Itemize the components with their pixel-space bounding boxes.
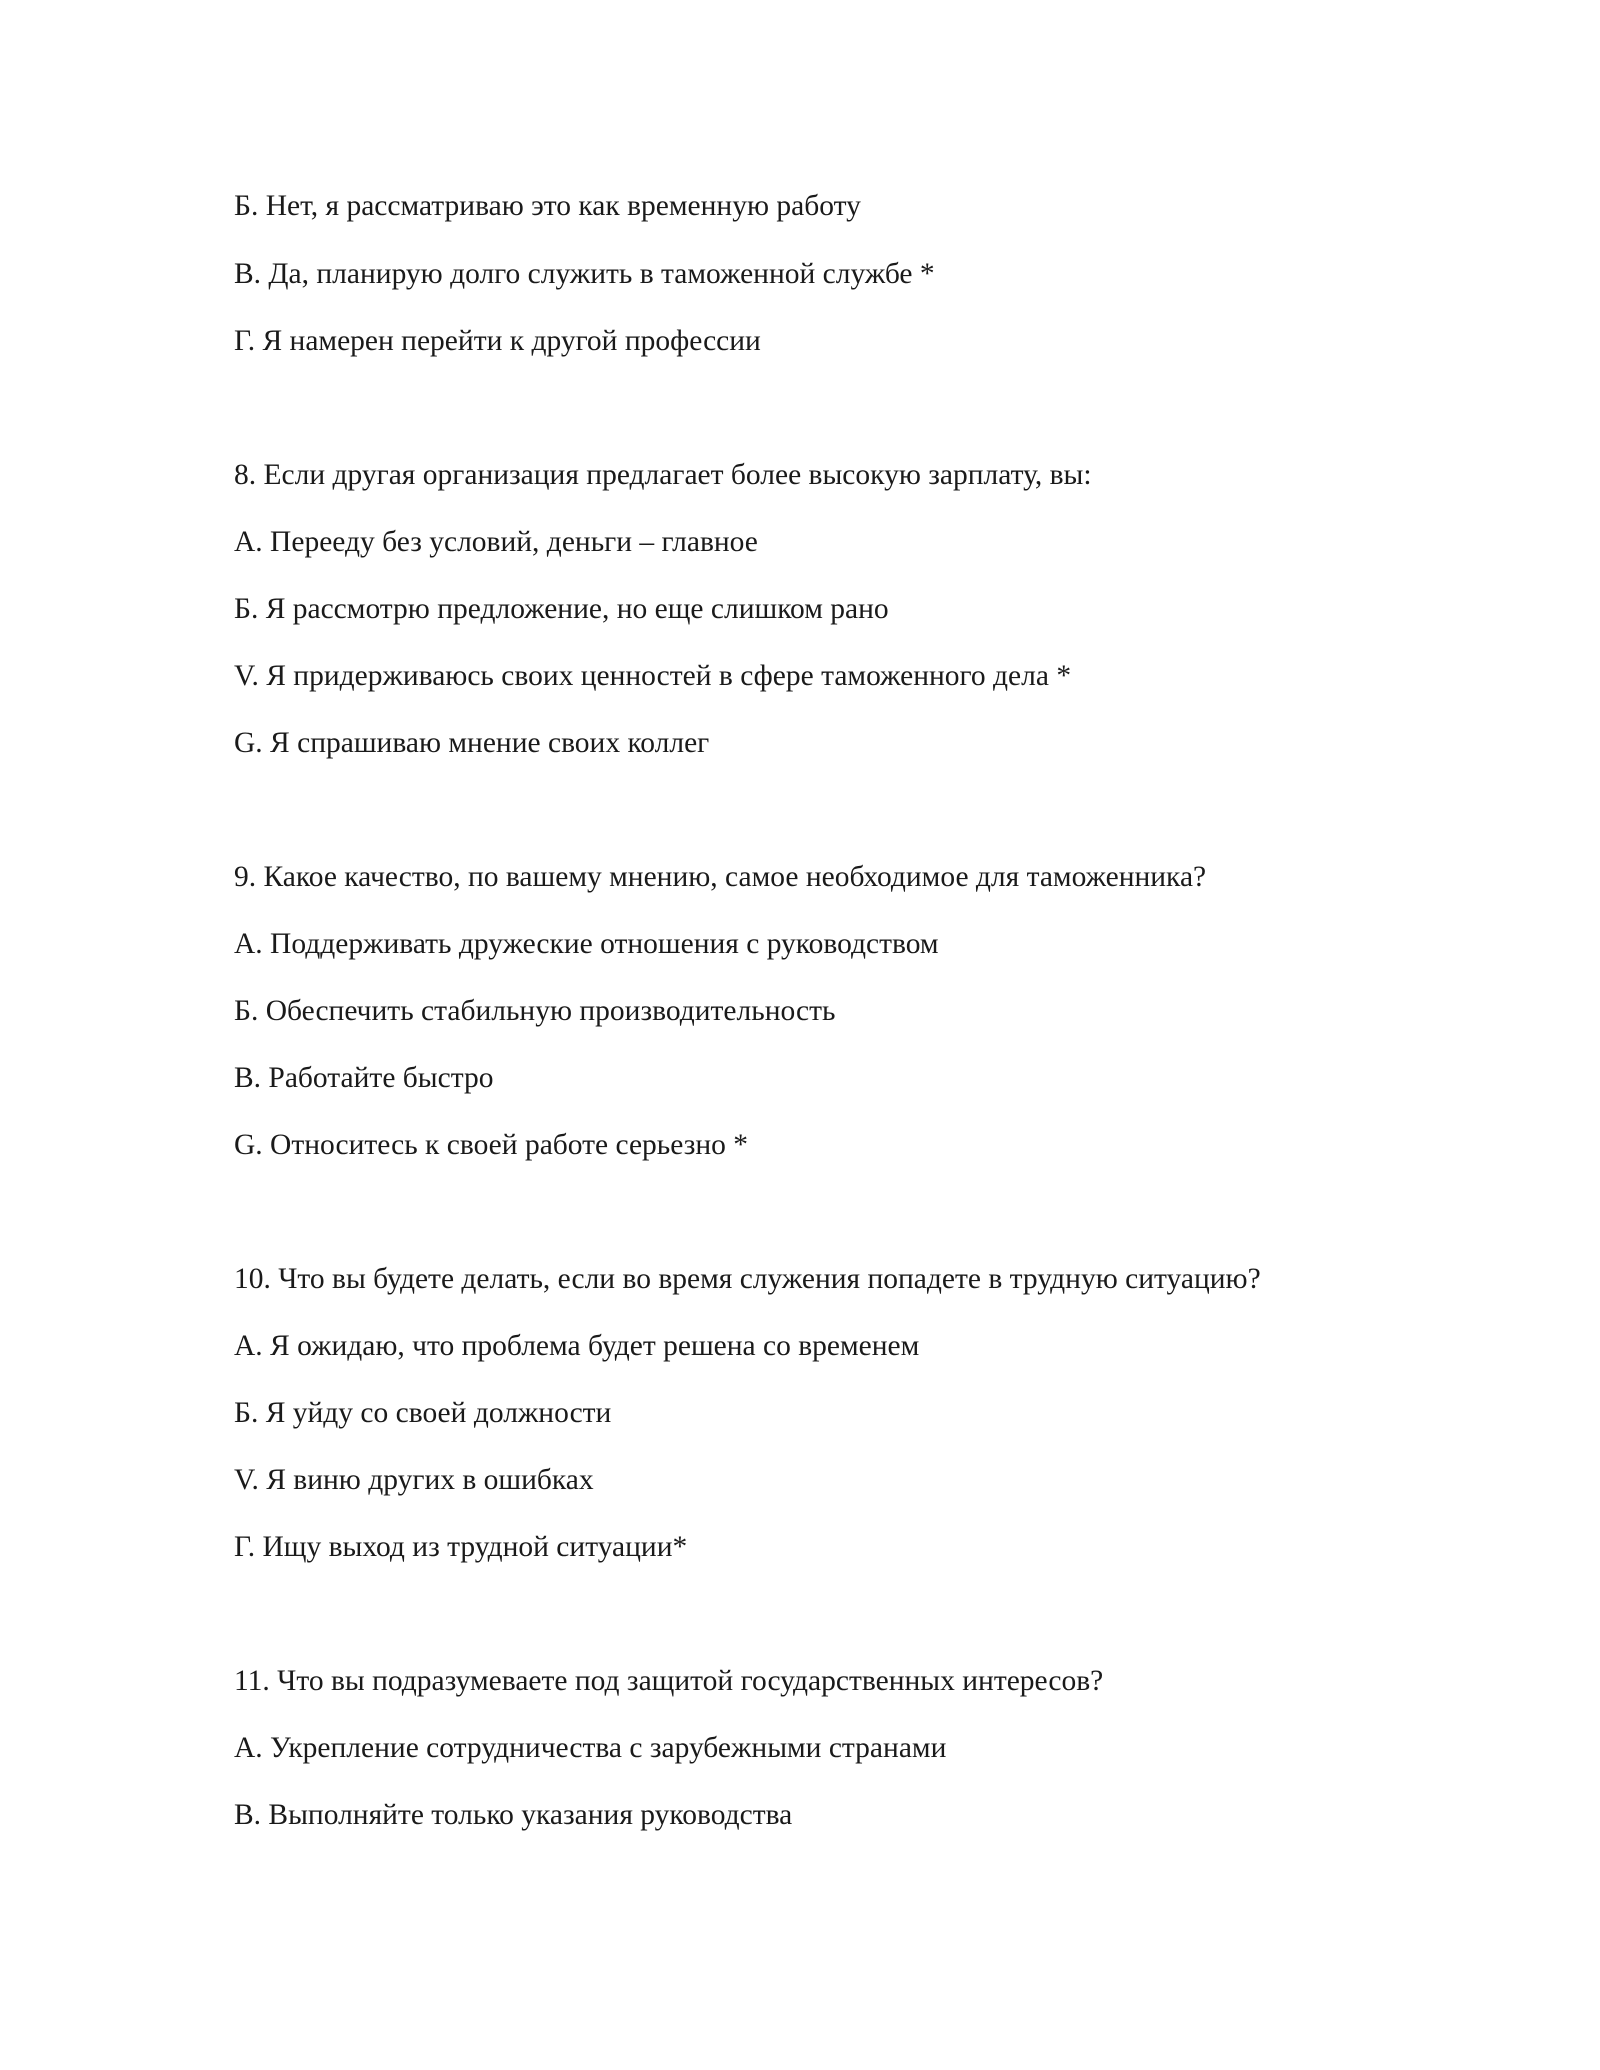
question-9: 9. Какое качество, по вашему мнению, самое необходимое для таможенника? <box>234 861 1207 893</box>
answer-option: А. Укрепление сотрудничества с зарубежными странами <box>234 1732 947 1764</box>
answer-option: V. Я виню других в ошибках <box>234 1464 594 1496</box>
question-10: 10. Что вы будете делать, если во время служения попадете в трудную ситуацию? <box>234 1263 1261 1295</box>
answer-option: Г. Я намерен перейти к другой профессии <box>234 325 761 357</box>
answer-option: Б. Я рассмотрю предложение, но еще слишком рано <box>234 593 889 625</box>
answer-option: Б. Обеспечить стабильную производительность <box>234 995 836 1027</box>
answer-option: А. Я ожидаю, что проблема будет решена со временем <box>234 1330 920 1362</box>
answer-option: А. Перееду без условий, деньги – главное <box>234 526 758 558</box>
question-8: 8. Если другая организация предлагает более высокую зарплату, вы: <box>234 459 1092 491</box>
answer-option: В. Да, планирую долго служить в таможенной службе * <box>234 258 935 290</box>
answer-option: В. Выполняйте только указания руководства <box>234 1799 793 1831</box>
answer-option: Б. Я уйду со своей должности <box>234 1397 612 1429</box>
answer-option: V. Я придерживаюсь своих ценностей в сфере таможенного дела * <box>234 660 1072 692</box>
answer-option: В. Работайте быстро <box>234 1062 494 1094</box>
answer-option: G. Я спрашиваю мнение своих коллег <box>234 727 710 759</box>
question-11: 11. Что вы подразумеваете под защитой государственных интересов? <box>234 1665 1104 1697</box>
answer-option: Г. Ищу выход из трудной ситуации* <box>234 1531 688 1563</box>
answer-option: А. Поддерживать дружеские отношения с руководством <box>234 928 939 960</box>
answer-option: G. Относитесь к своей работе серьезно * <box>234 1129 749 1161</box>
answer-option: Б. Нет, я рассматриваю это как временную работу <box>234 190 861 222</box>
